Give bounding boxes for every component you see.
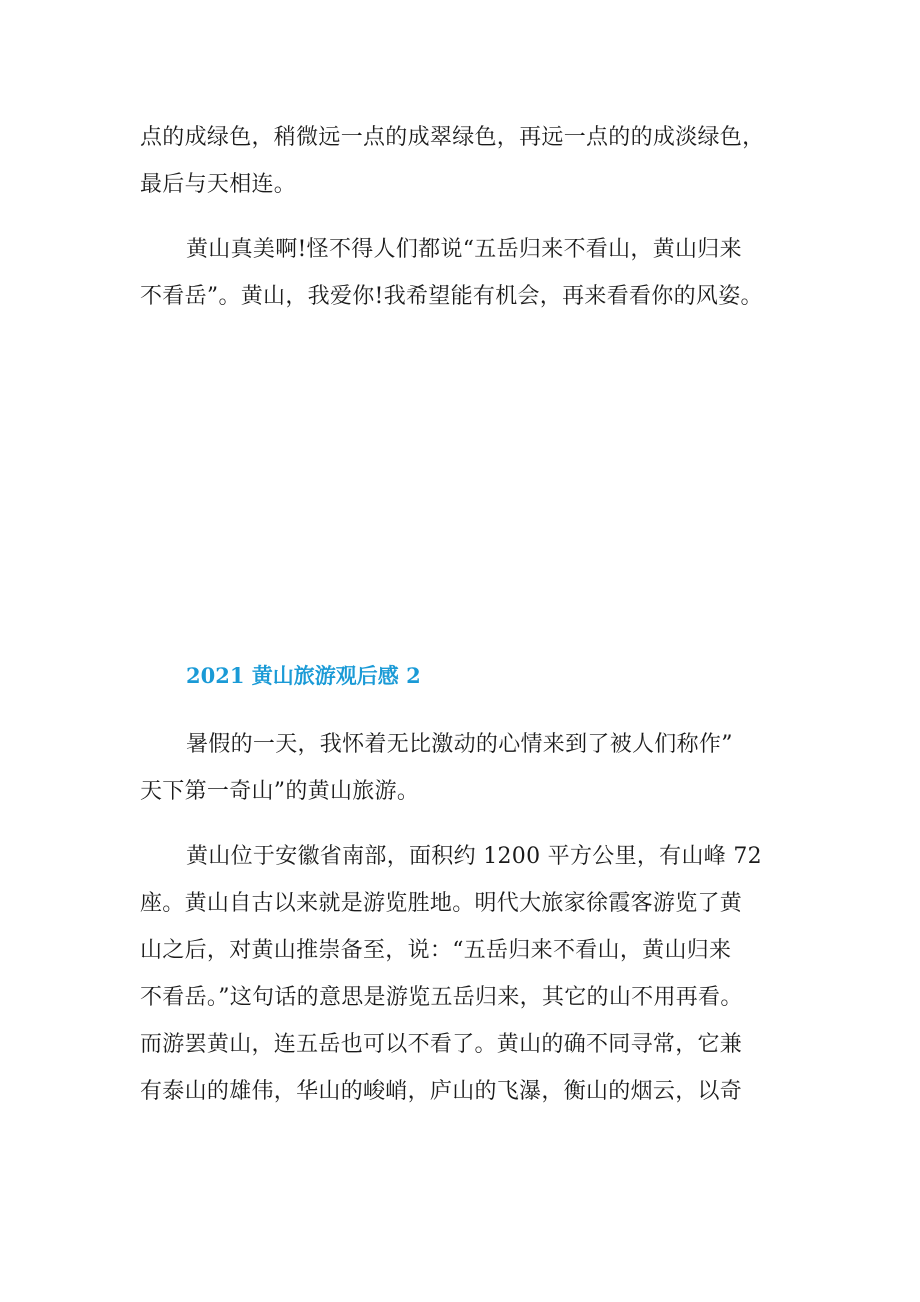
text-line: 黄山真美啊!怪不得人们都说“五岳归来不看山，黄山归来	[186, 237, 742, 262]
text-line: 天下第一奇山”的黄山旅游。	[140, 779, 420, 804]
section-2-heading-wrap	[140, 661, 790, 691]
section-2-para-1	[140, 721, 790, 815]
paragraph-2	[140, 226, 790, 320]
text-line: 而游罢黄山，连五岳也可以不看了。黄山的确不同寻常，它兼	[140, 1032, 743, 1057]
paragraph-3	[140, 721, 790, 815]
text-line: 点的成绿色，稍微远一点的成翠绿色，再远一点的的成淡绿色，	[140, 125, 765, 150]
text-line: 暑假的一天，我怀着无比激动的心情来到了被人们称作”	[186, 732, 733, 757]
paragraph-1	[140, 114, 790, 208]
text-line: 座。黄山自古以来就是游览胜地。明代大旅家徐霞客游览了黄	[140, 891, 743, 916]
text-line: 黄山位于安徽省南部，面积约 1200 平方公里，有山峰 72	[186, 844, 762, 869]
text-line: 有泰山的雄伟，华山的峻峭，庐山的飞瀑，衡山的烟云，以奇	[140, 1079, 743, 1104]
text-line: 最后与天相连。	[140, 172, 297, 197]
section-heading: 2021 黄山旅游观后感 2	[186, 663, 421, 688]
text-line: 不看岳。”这句话的意思是游览五岳归来，其它的山不用再看。	[140, 985, 743, 1010]
paragraph-4	[140, 833, 790, 1115]
section-1-para-2	[140, 226, 790, 320]
section-2-para-2	[140, 833, 790, 1115]
section-1	[140, 114, 790, 208]
text-line: 不看岳”。黄山，我爱你!我希望能有机会，再来看看你的风姿。	[140, 284, 763, 309]
text-line: 山之后，对黄山推崇备至，说：“五岳归来不看山，黄山归来	[140, 938, 732, 963]
